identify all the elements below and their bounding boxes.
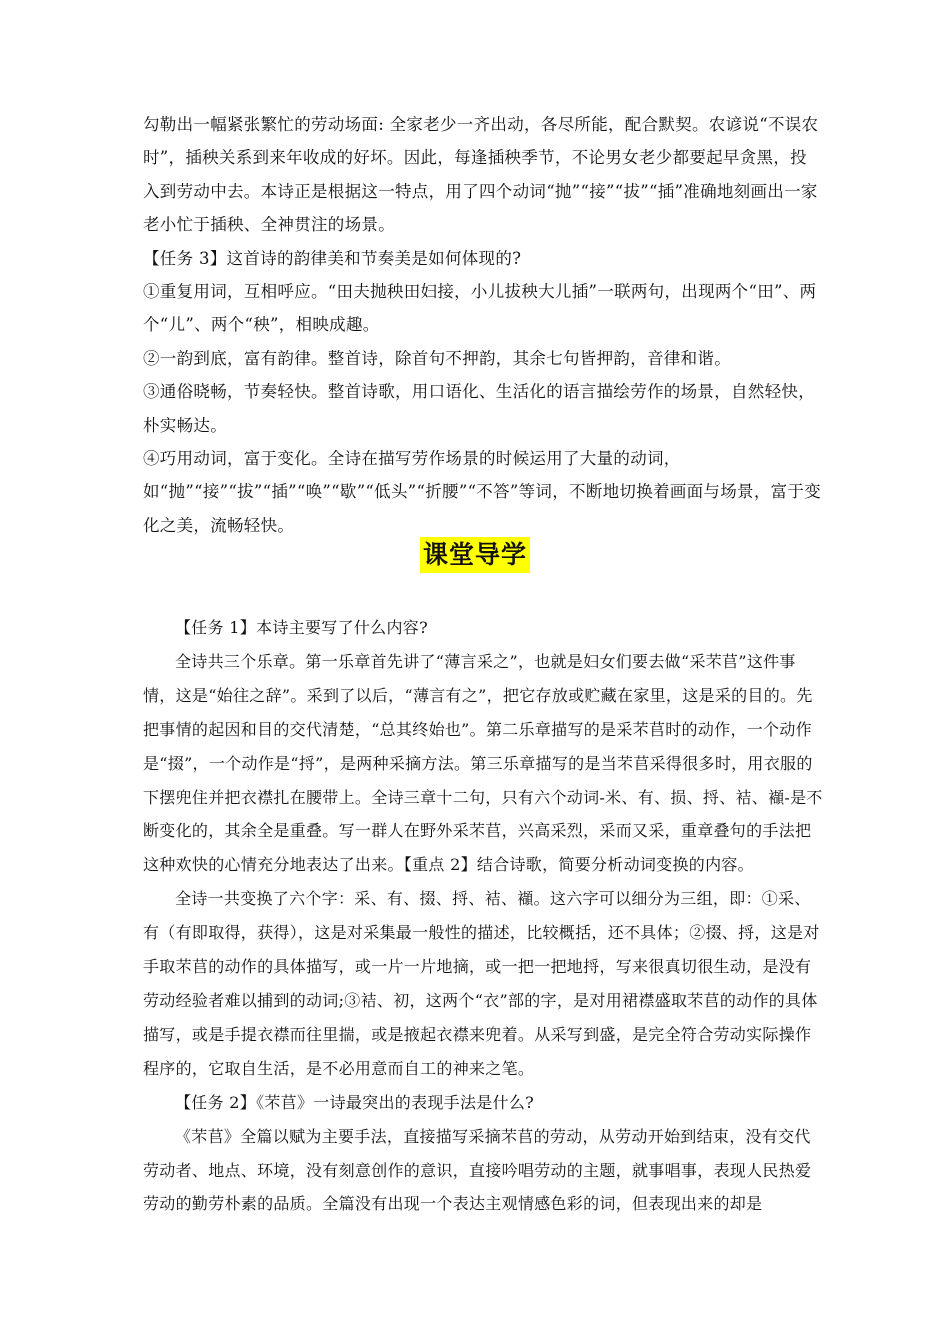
task2-answer: 《芣苢》全篇以赋为主要手法，直接描写采摘芣苢的劳动，从劳动开始到结束，没有交代劳动者、地点、环境，没有刻意创作的意识，直接吟唱劳动的主题，就事唱事，表现人民热爱劳动的勤劳朴素的品质。全篇没有出现一个表达主观情感色彩的词，但表现出来的却是 <box>143 1126 812 1214</box>
task2-question: 【任务 2】《芣苢》一诗最突出的表现手法是什么? <box>175 1092 535 1112</box>
task1-question: 【任务 1】本诗主要写了什么内容? <box>175 618 428 637</box>
task1-answer: 全诗共三个乐章。第一乐章首先讲了“薄言采之”，也就是妇女们要去做“采芣苢”这件事情，这是“始往之辞”。采到了以后，“薄言有之”，把它存放或贮藏在家里，这是采的目的。先把事情的起因和目的交代清楚，“总其终始也”。第二乐章描写的是采芣苢时的动作，一个动作是“掇”，一个动作是“捋”，是两种采摘方法。第三乐章描写的是当芣苢采得很多时，用衣服的下摆兜住并把衣襟扎在腰带上。全诗三章十二句，只有六个动词-米、有、损、捋、袺、襭-是不断变化的，其余全是重叠。写一群人在野外采芣苢，兴高采烈，采而又采，重章叠句的手法把这种欢快的心情充分地表达了出来。【重点 2】结合诗歌，简要分析动词变换的内容。 <box>143 651 823 875</box>
section-heading-text: 课堂导学 <box>420 537 530 573</box>
task3-answer-4: ④巧用动词，富于变化。全诗在描写劳作场景的时候运用了大量的动词，如“抛”“接”“拔”“插”“唤”“歇”“低头”“折腰”“不答”等词，不断地切换着画面与场景，富于变化之美，流畅轻快。 <box>143 449 822 535</box>
task3-answer-2: ②一韵到底，富有韵律。整首诗，除首句不押韵，其余七句皆押韵，音律和谐。 <box>143 348 731 368</box>
verb-analysis-paragraph: 全诗一共变换了六个字：采、有、掇、捋、袺、襭。这六字可以细分为三组，即：①采、有（有即取得，获得），这是对采集最一般性的描述，比较概括，还不具体；②掇、捋，这是对手取芣苢的动作的具体描写，或一片一片地摘，或一把一把地捋，写来很真切很生动，是没有劳动经验者难以捕到的动词;③袺、初，这两个“衣”部的字，是对用裙襟盛取芣苢的动作的具体描写，或是手提衣襟而往里揣，或是掖起衣襟来兜着。从采写到盛，是完全符合劳动实际操作程序的，它取自生活，是不必用意而自工的神来之笔。 <box>143 889 820 1078</box>
task3-question: 【任务 3】这首诗的韵律美和节奏美是如何体现的? <box>143 248 522 268</box>
task3-answer-1: ①重复用词，互相呼应。“田夫抛秧田妇接，小儿拔秧大儿插”一联两句，出现两个“田”、两个“儿”、两个“秧”，相映成趣。 <box>143 282 817 335</box>
task3-answer-3: ③通俗晓畅，节奏轻快。整首诗歌，用口语化、生活化的语言描绘劳作的场景，自然轻快，朴实畅达。 <box>143 382 815 435</box>
classroom-guide-section <box>143 611 823 1221</box>
intro-paragraph: 勾勒出一幅紧张繁忙的劳动场面: 全家老少一齐出动，各尽所能，配合默契。农谚说“不误农时”，插秧关系到来年收成的好坏。因此，每逢插秧季节，不论男女老少都要起早贪黑，投入到劳动中去。本诗正是根据这一特点，用了四个动词“抛”“接”“拔”“插”准确地刻画出一家老小忙于插秧、全神贯注的场景。 <box>143 115 819 235</box>
poem-analysis-section <box>143 108 823 542</box>
section-heading <box>0 537 950 573</box>
